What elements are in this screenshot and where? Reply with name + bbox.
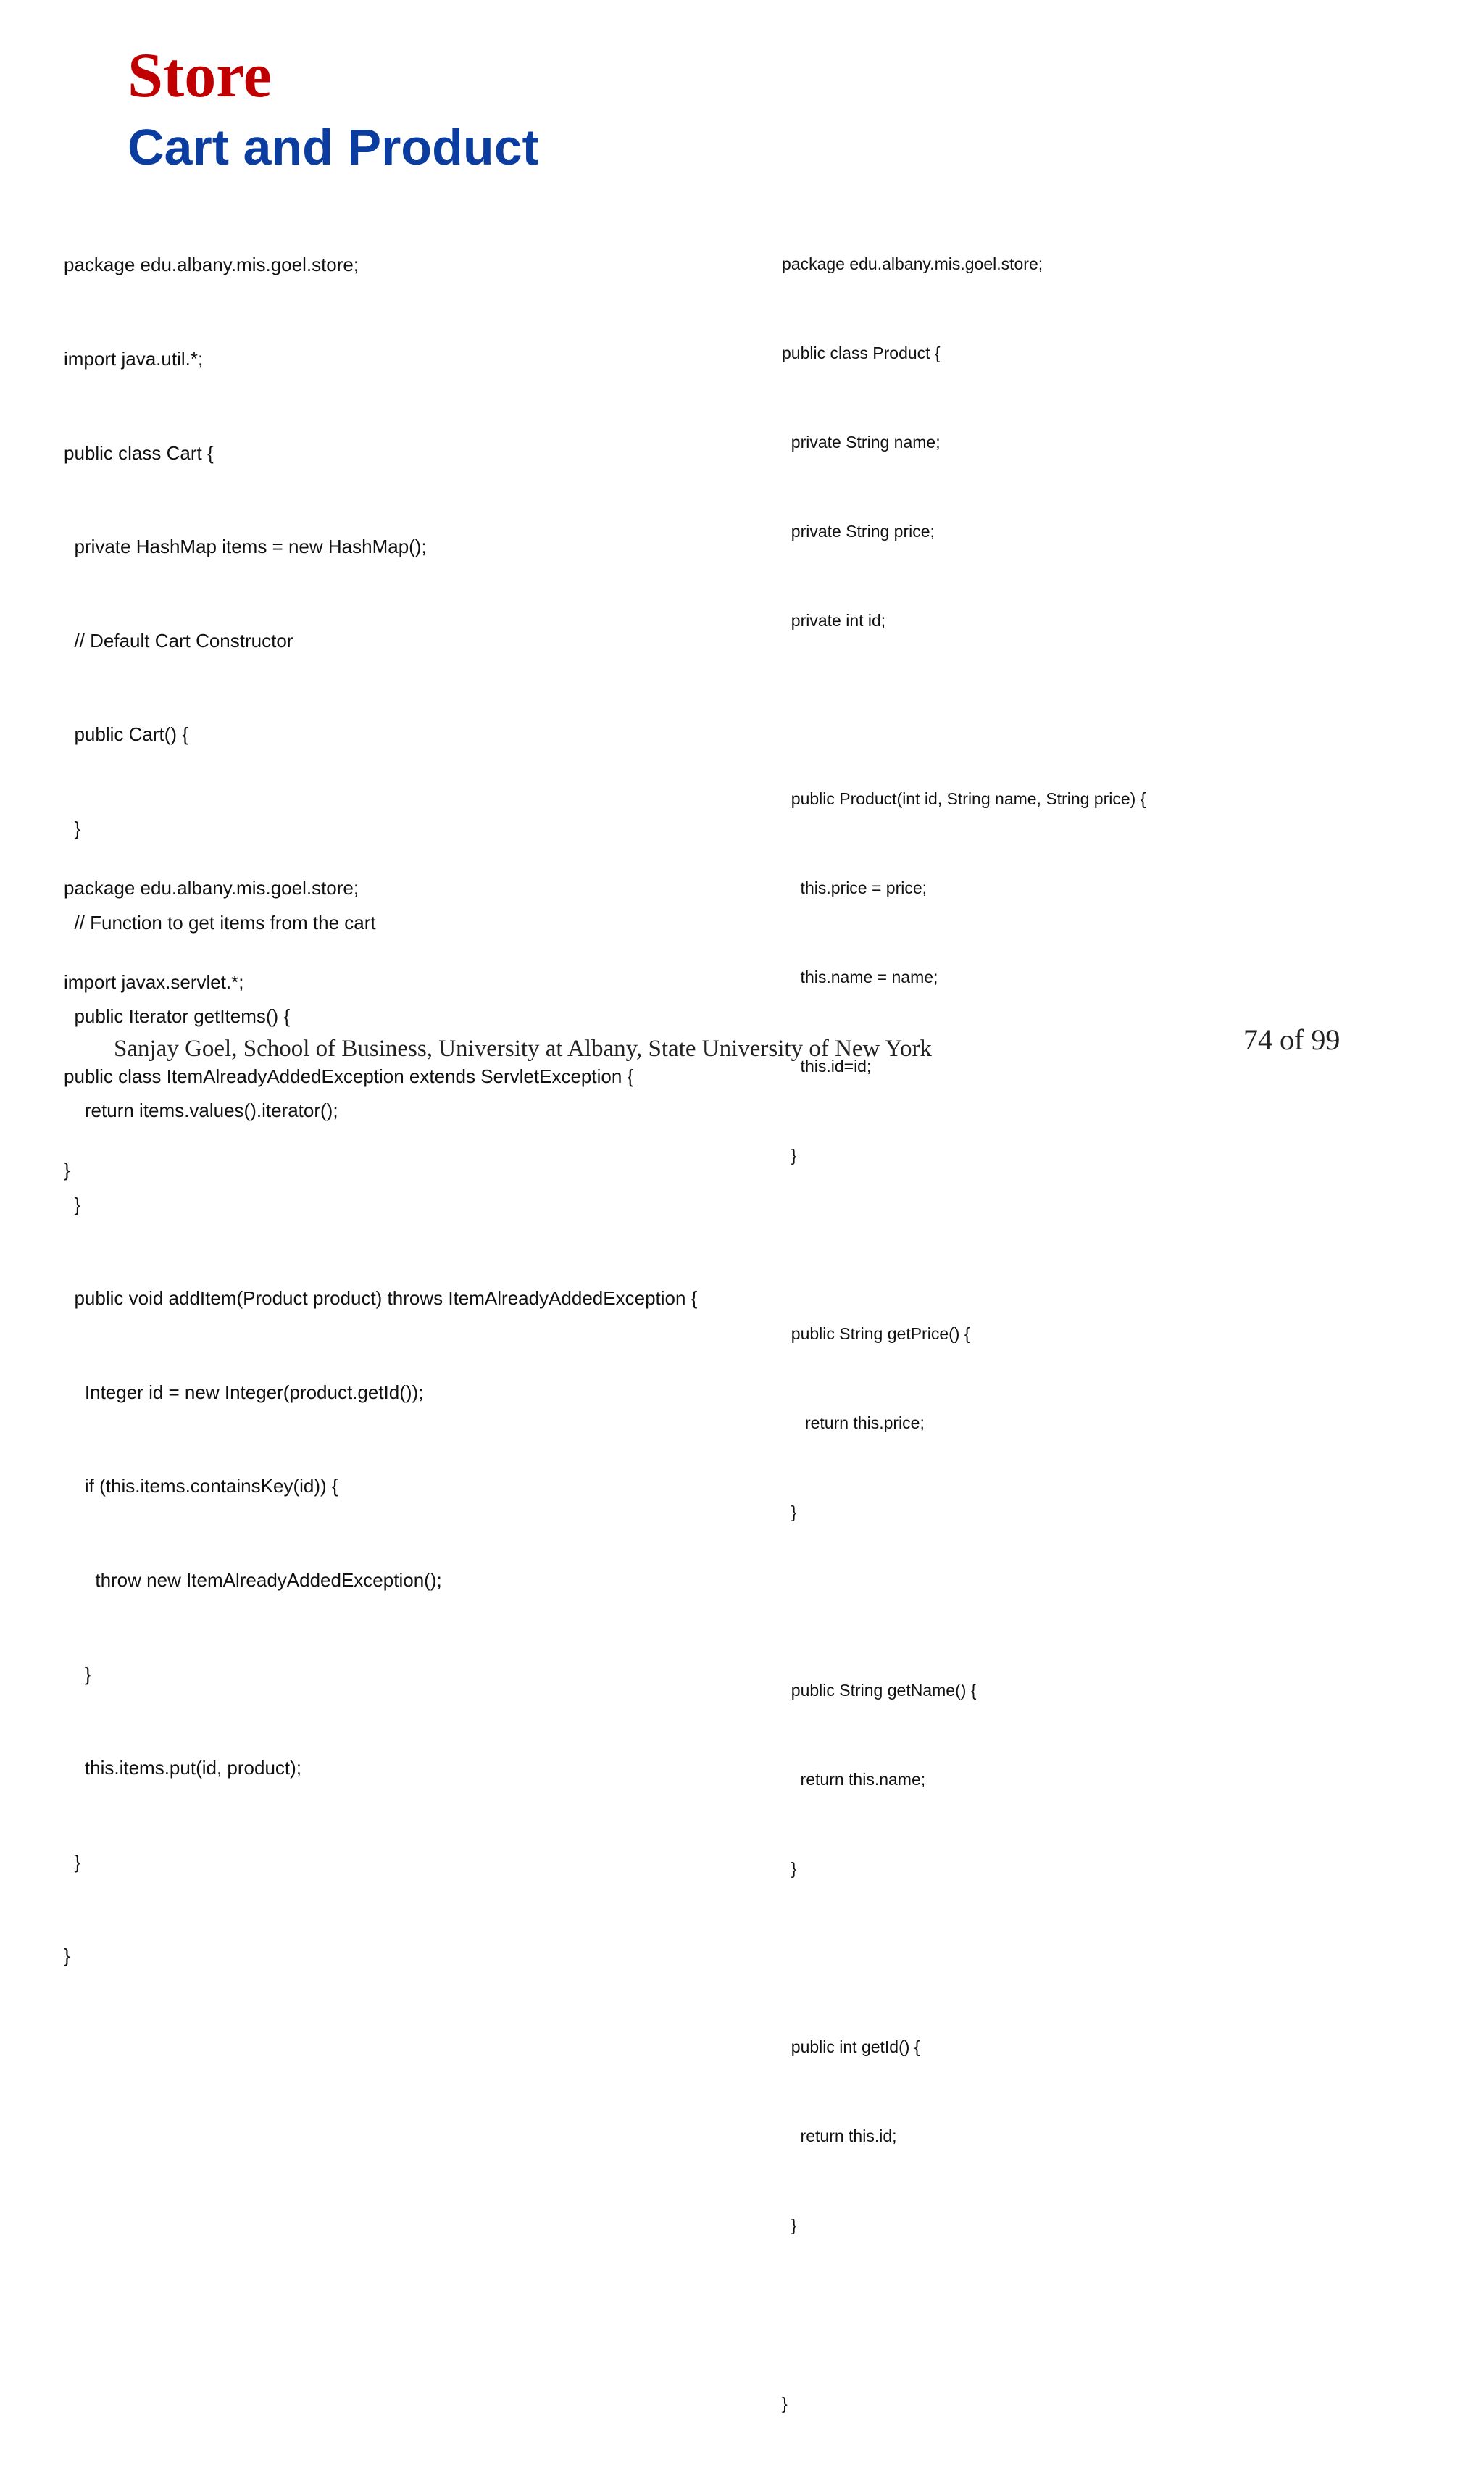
code-line: public int getId() { [782,2037,920,2056]
code-line: } [64,1850,81,1873]
code-line: // Default Cart Constructor [64,629,293,652]
code-line: } [782,1502,797,1521]
code-line: import javax.servlet.*; [64,971,244,994]
code-line: import java.util.*; [64,348,204,370]
code-line: this.name = name; [782,968,938,986]
code-line: private int id; [782,611,886,630]
code-line: public String getPrice() { [782,1324,970,1343]
code-line: public Cart() { [64,723,188,746]
code-line: } [782,1859,797,1878]
code-line: this.items.put(id, product); [64,1757,302,1779]
code-line: return this.name; [782,1770,926,1789]
exception-class-code [64,810,633,1249]
code-line: public String getName() { [782,1681,977,1700]
code-line: // Function to get items from the cart [64,911,376,934]
code-line: this.price = price; [782,878,928,897]
code-line: Integer id = new Integer(product.getId()); [64,1381,424,1403]
code-line: } [782,1146,797,1165]
footer-credit: Sanjay Goel, School of Business, University at Albany, State University of New York [114,1036,932,1062]
code-line: public Product(int id, String name, String price) { [782,789,1146,808]
code-line: private String price; [782,522,935,541]
code-line: public class Cart { [64,441,214,464]
code-line: return this.price; [782,1413,925,1432]
code-line: public void addItem(Product product) throws ItemAlreadyAddedException { [64,1287,698,1310]
code-line [782,1587,1146,1616]
code-line: private HashMap items = new HashMap(); [64,536,427,558]
code-line: } [64,1193,81,1215]
code-line [782,695,1146,725]
code-line: if (this.items.containsKey(id)) { [64,1475,338,1497]
code-line: } [64,1663,91,1685]
code-line: return this.id; [782,2126,897,2145]
code-line: } [782,2216,797,2234]
slide-title: Store [128,41,272,111]
code-line [782,2300,1146,2329]
page-number: 74 of 99 [1243,1023,1341,1056]
code-line: package edu.albany.mis.goel.store; [782,254,1043,273]
slide-subtitle: Cart and Product [128,119,539,175]
code-line: package edu.albany.mis.goel.store; [64,877,359,899]
code-line: return items.values().iterator(); [64,1099,338,1121]
code-line: private String name; [782,433,941,452]
code-line: public class Product { [782,344,941,362]
code-line: public Iterator getItems() { [64,1005,291,1028]
code-line: } [782,2394,788,2413]
code-line: } [64,818,81,840]
code-line: package edu.albany.mis.goel.store; [64,254,359,276]
code-line [782,1943,1146,1973]
code-line: this.id=id; [782,1057,872,1076]
code-line: } [64,1159,70,1181]
code-line: throw new ItemAlreadyAddedException(); [64,1568,442,1591]
code-line: public class ItemAlreadyAddedException extends ServletException { [64,1065,634,1087]
product-class-code [782,190,1146,2478]
code-line: } [64,1945,70,1967]
code-line [782,1230,1146,1260]
